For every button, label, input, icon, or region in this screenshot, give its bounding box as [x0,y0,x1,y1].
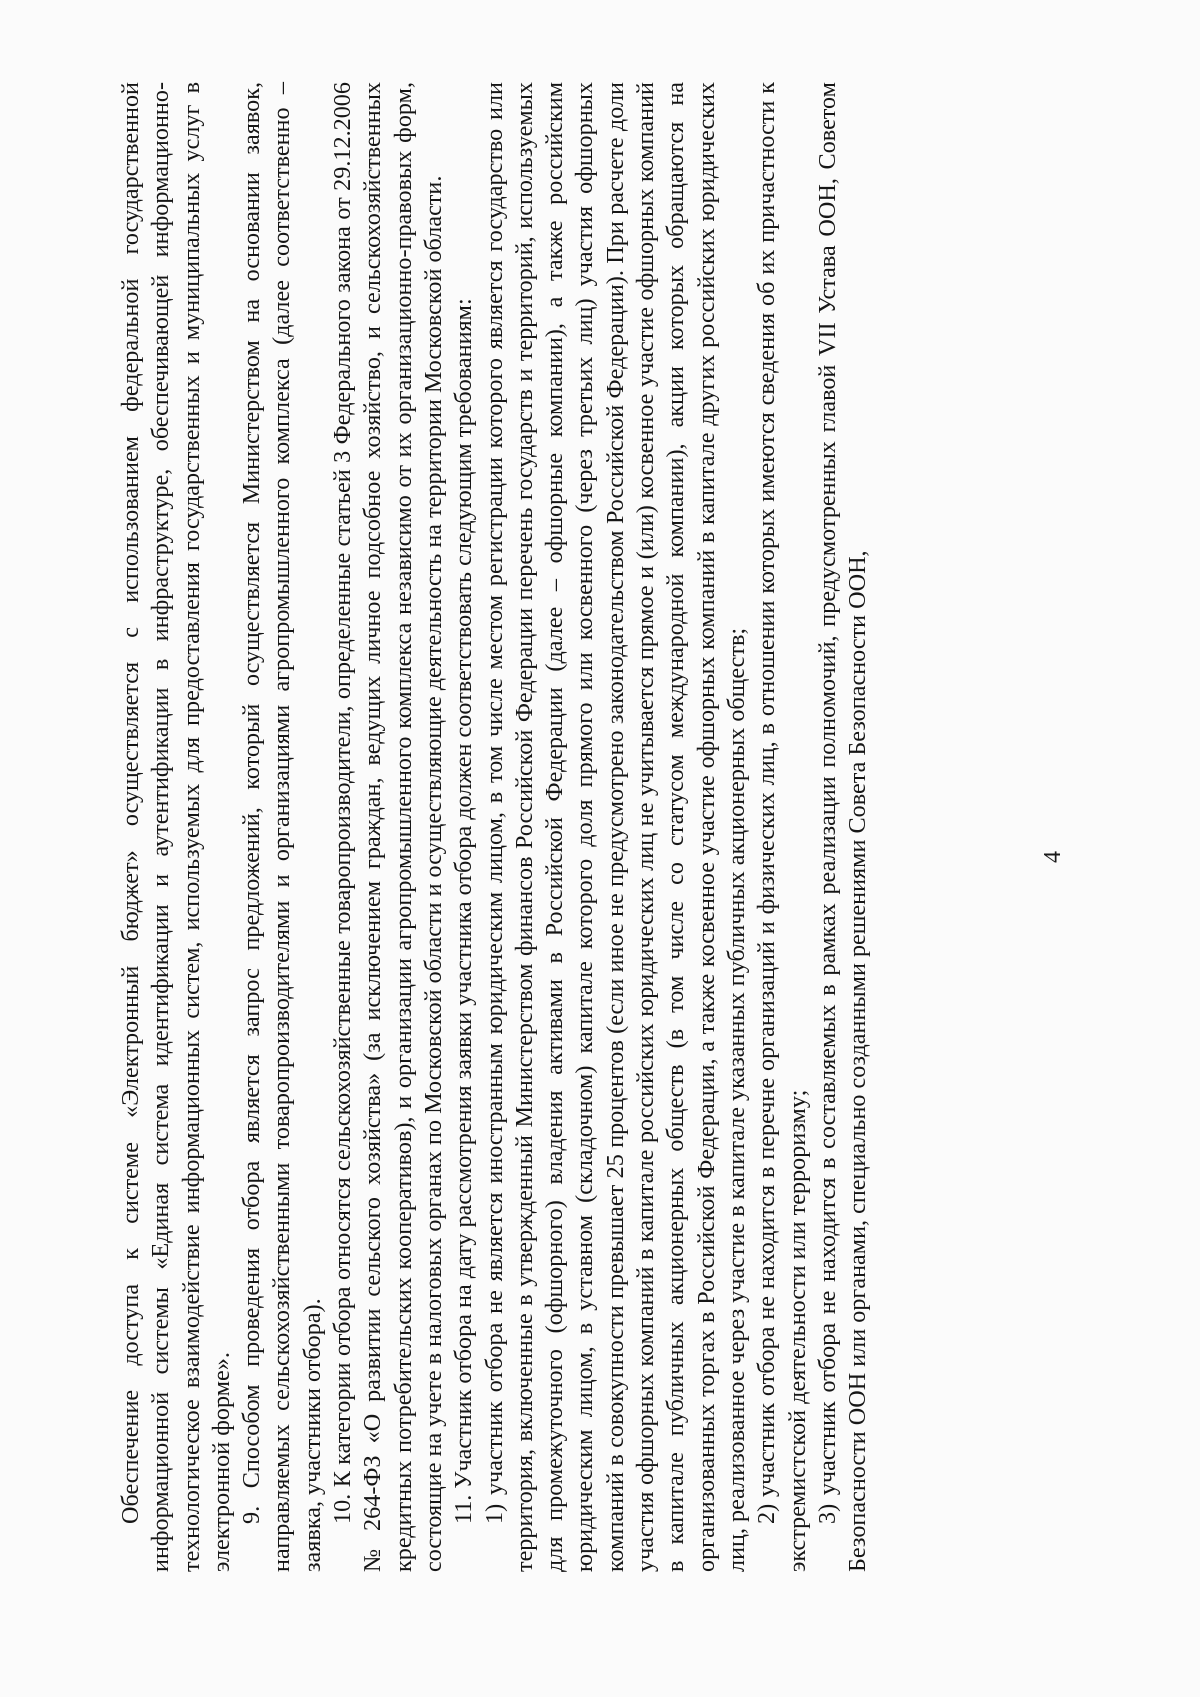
paragraph-electronic-budget-access: Обеспечение доступа к системе «Электронный бюджет» осуществляется с использованием федеральной государственной информационной системы «Единая система идентификации и аутентификации в инфраструктуре, обеспечивающей информационно-технологическое взаимодействие информационных систем, используемых для предоставления государственных и муниципальных услуг в электронной форме». [117,82,235,1572]
paragraph-11-requirements: 11. Участник отбора на дату рассмотрения заявки участника отбора должен соответствовать следующим требованиям: [450,298,478,1524]
paragraph-requirement-3-un-lists: 3) участник отбора не находится в составляемых в рамках реализации полномочий, предусмотренных главой VII Устава ООН, Советом Безопасности ООН или органами, специально созданными решениями Совета Безопасности ООН, [813,82,872,1572]
paragraph-10-selection-category: 10. К категории отбора относятся сельскохозяйственные товаропроизводители, определенные статьей 3 Федерального закона от 29.12.2006 № 264-ФЗ «О развитии сельского хозяйства» (за исключением граждан, ведущих личное подсобное хозяйство, и сельскохозяйственных кредитных потребительских кооперативов), и организации агропромышленного комплекса независимо от их организационно-правовых форм, состоящие на учете в налоговых органах по Московской области и осуществляющие деятельность на территории Московской области. [329,82,447,1572]
document-body [116,82,873,1572]
page-number: 4 [1040,851,1066,863]
paragraph-requirement-1-offshore: 1) участник отбора не является иностранным юридическим лицом, в том числе местом регистрации которого является государство или территория, включенные в утвержденный Министерством финансов Российской Федерации перечень государств и территорий, используемых для промежуточного (офшорного) владения активами в Российской Федерации (далее – офшорные компании), а также российским юридическим лицом, в уставном (складочном) капитале которого доля прямого или косвенного (через третьих лиц) участия офшорных компаний в совокупности превышает 25 процентов (если иное не предусмотрено законодательством Российской Федерации). При расчете доли участия офшорных компаний в капитале российских юридических лиц не учитывается прямое и (или) косвенное участие офшорных компаний в капитале публичных акционерных обществ (в том числе со статусом международной компании), акции которых обращаются на организованных торгах в Российской Федерации, а также косвенное участие офшорных компаний в капитале других российских юридических лиц, реализованное через участие в капитале указанных публичных акционерных обществ; [480,82,750,1572]
paragraph-9-selection-method: 9. Способом проведения отбора является запрос предложений, который осуществляется Министерством на основании заявок, направляемых сельскохозяйственными товаропроизводителями и организациями агропромышленного комплекса (далее соответственно – заявка, участники отбора). [238,82,326,1572]
paragraph-requirement-2-extremism: 2) участник отбора не находится в перечне организаций и физических лиц, в отношении которых имеются сведения об их причастности к экстремистской деятельности или терроризму; [753,82,811,1572]
